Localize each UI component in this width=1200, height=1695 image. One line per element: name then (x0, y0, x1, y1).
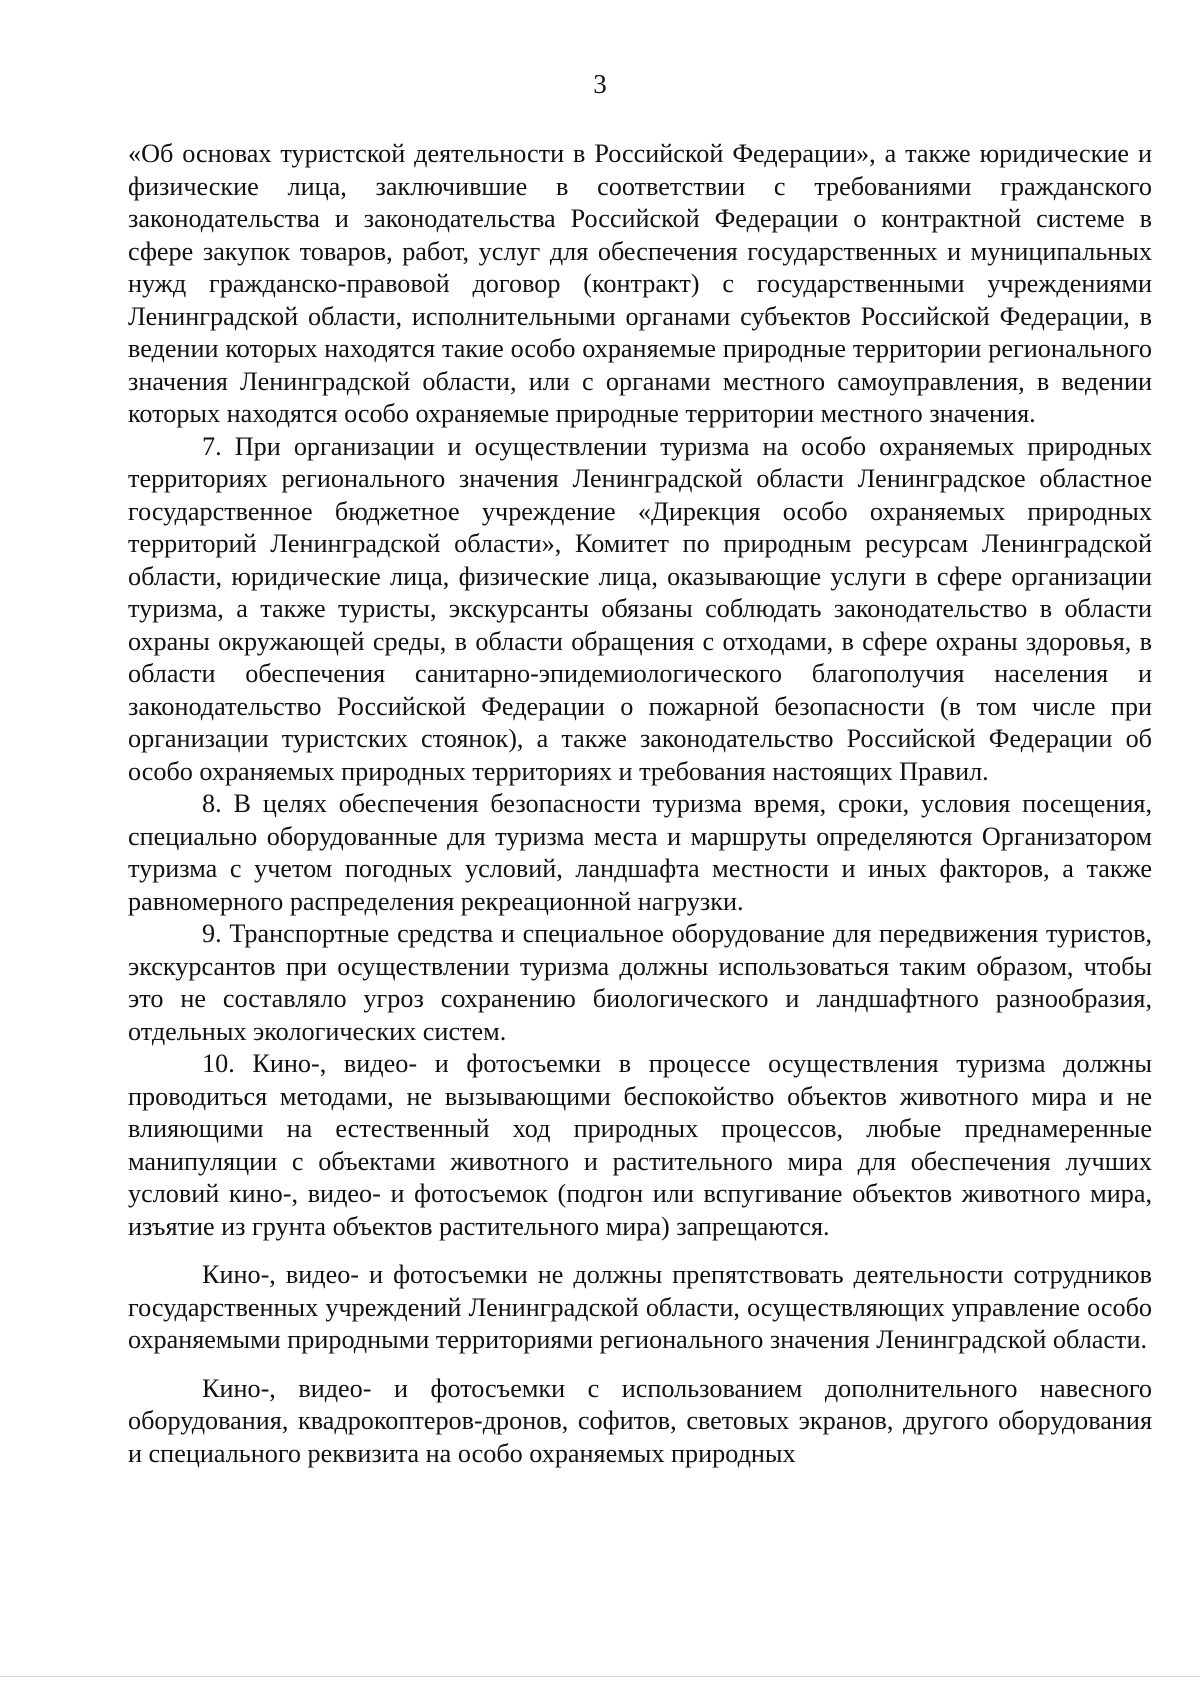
page-number: 3 (593, 69, 607, 99)
paragraph-item-9: 9. Транспортные средства и специальное оборудование для передвижения туристов, экскурсантов при осуществлении туризма должны использоваться таким образом, чтобы это не составляло угроз сохранению биологического и ландшафтного разнообразия, отдельных экологических систем. (128, 919, 1152, 1046)
paragraph-item-7: 7. При организации и осуществлении туризма на особо охраняемых природных территориях регионального значения Ленинградской области Ленинградское областное государственное бюджетное учреждение «Дирекция особо охраняемых природных территорий Ленинградской области», Комитет по природным ресурсам Ленинградской области, юридические лица, физические лица, оказывающие услуги в сфере организации туризма, а также туристы, экскурсанты обязаны соблюдать законодательство в области охраны окружающей среды, в области обращения с отходами, в сфере охраны здоровья, в области обеспечения санитарно-эпидемиологического благополучия населения и законодательство Российской Федерации о пожарной безопасности (в том числе при организации туристских стоянок), а также законодательство Российской Федерации об особо охраняемых природных территориях и требования настоящих Правил. (128, 431, 1152, 786)
paragraph-continuation: «Об основах туристской деятельности в Российской Федерации», а также юридические и физические лица, заключившие в соответствии с требованиями гражданского законодательства и законодательства Российской Федерации о контрактной системе в сфере закупок товаров, работ, услуг для обеспечения государственных и муниципальных нужд гражданско-правовой договор (контракт) с государственными учреждениями Ленинградской области, исполнительными органами субъектов Российской Федерации, в ведении которых находятся такие особо охраняемые природные территории регионального значения Ленинградской области, или с органами местного самоуправления, в ведении которых находятся особо охраняемые природные территории местного значения. (128, 139, 1152, 428)
paragraph-item-8: 8. В целях обеспечения безопасности туризма время, сроки, условия посещения, специально оборудованные для туризма места и маршруты определяются Организатором туризма с учетом погодных условий, ландшафта местности и иных факторов, а также равномерного распределения рекреационной нагрузки. (128, 789, 1152, 916)
paragraph-item-10: 10. Кино-, видео- и фотосъемки в процессе осуществления туризма должны проводиться методами, не вызывающими беспокойство объектов животного мира и не влияющими на естественный ход природных процессов, любые преднамеренные манипуляции с объектами животного и растительного мира для обеспечения лучших условий кино-, видео- и фотосъемок (подгон или вспугивание объектов животного мира, изъятие из грунта объектов растительного мира) запрещаются. (128, 1049, 1152, 1241)
scan-bottom-edge (0, 1676, 1200, 1677)
paragraph-filming-restrictions: Кино-, видео- и фотосъемки не должны препятствовать деятельности сотрудников государственных учреждений Ленинградской области, осуществляющих управление особо охраняемыми природными территориями регионального значения Ленинградской области. (128, 1260, 1152, 1354)
paragraph-filming-equipment: Кино-, видео- и фотосъемки с использованием дополнительного навесного оборудования, квадрокоптеров-дронов, софитов, световых экранов, другого оборудования и специального реквизита на особо охраняемых природных (128, 1373, 1152, 1468)
document-body (128, 138, 1152, 1470)
